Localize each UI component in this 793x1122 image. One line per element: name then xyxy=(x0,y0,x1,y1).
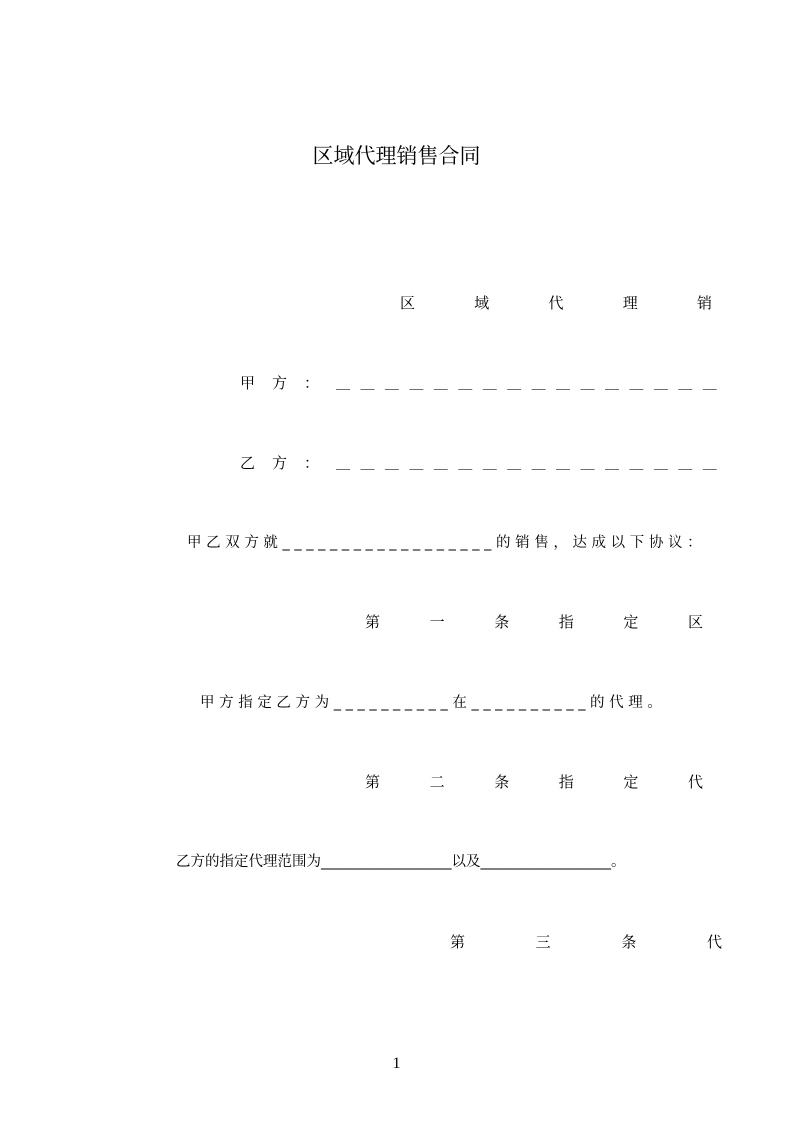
article3-heading-char: 第 xyxy=(450,933,466,951)
article2-heading-char: 条 xyxy=(494,773,510,791)
article2-heading-char: 指 xyxy=(558,773,574,791)
party-b-char: 方 xyxy=(272,454,288,472)
party-a-blank: ＿ ＿ ＿ ＿ ＿ ＿ ＿ ＿ ＿ ＿ ＿ ＿ ＿ ＿ ＿ ＿ xyxy=(336,376,720,392)
heading-char: 代 xyxy=(548,294,564,312)
article2-heading-char: 第 xyxy=(365,773,381,791)
party-a-char: 方 xyxy=(272,374,288,392)
article3-heading-char: 代 xyxy=(706,933,722,951)
document-title: 区域代理销售合同 xyxy=(312,144,481,168)
agreement-line: 甲 乙 双 方 就 _ _ _ _ _ _ _ _ _ _ _ _ _ _ _ _ _ _ 的 销 售 ， 达 成 以 下 协 议 ： xyxy=(187,535,702,551)
article2-heading-char: 二 xyxy=(429,773,445,791)
article3-heading-char: 三 xyxy=(535,933,551,951)
article1-heading-char: 指 xyxy=(558,613,574,631)
article2-heading xyxy=(365,771,703,792)
article1-heading-char: 一 xyxy=(429,613,445,631)
heading-char: 域 xyxy=(474,294,490,312)
article1-text: 甲 方 指 定 乙 方 为 _ _ _ _ _ _ _ _ _ _ 在 _ _ _ _ _ _ _ _ _ _ 的 代 理 。 xyxy=(200,695,662,711)
heading-char: 理 xyxy=(622,294,638,312)
heading-spread xyxy=(400,292,712,313)
party-a-line xyxy=(240,372,720,393)
article3-heading xyxy=(450,931,722,952)
page-number: 1 xyxy=(392,1055,401,1072)
article1-heading-char: 定 xyxy=(623,613,639,631)
party-a-colon: ： xyxy=(304,374,320,392)
party-b-char: 乙 xyxy=(240,454,256,472)
party-b-colon: ： xyxy=(304,454,320,472)
article2-heading-char: 代 xyxy=(687,773,703,791)
article1-heading-char: 第 xyxy=(365,613,381,631)
party-b-blank: ＿ ＿ ＿ ＿ ＿ ＿ ＿ ＿ ＿ ＿ ＿ ＿ ＿ ＿ ＿ ＿ xyxy=(336,456,720,472)
party-b-line xyxy=(240,452,720,473)
article1-heading-char: 区 xyxy=(687,613,703,631)
party-a-char: 甲 xyxy=(240,374,256,392)
article1-heading xyxy=(365,611,703,632)
article1-heading-char: 条 xyxy=(494,613,510,631)
article2-text: 乙方的指定代理范围为__________________以及__________________。 xyxy=(176,854,626,870)
article2-heading-char: 定 xyxy=(623,773,639,791)
heading-char: 销 xyxy=(696,294,712,312)
heading-char: 区 xyxy=(400,294,416,312)
article3-heading-char: 条 xyxy=(621,933,637,951)
